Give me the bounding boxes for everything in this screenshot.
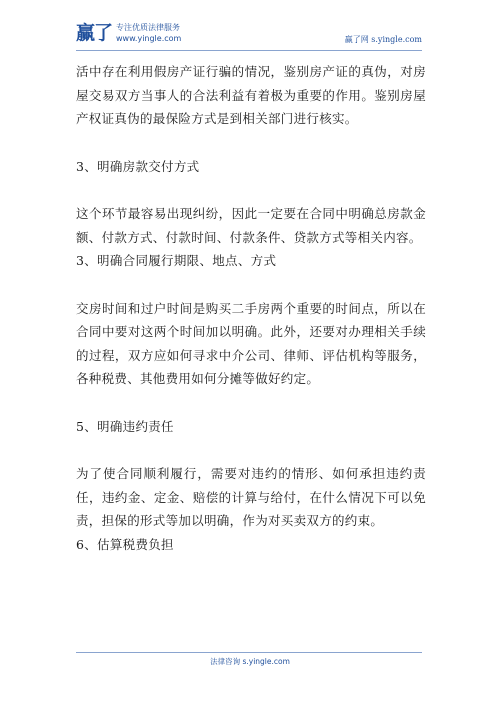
header-divider [76, 50, 422, 51]
document-body [76, 60, 426, 556]
logo [76, 22, 181, 44]
logo-slogan: 专注优质法律服务 [116, 22, 181, 32]
page-header [76, 22, 422, 52]
page-footer[interactable]: 法律咨询 s.yingle.com [210, 657, 290, 666]
paragraph: 这个环节最容易出现纠纷，因此一定要在合同中明确总房款金额、付款方式、付款时间、付款条件、贷款方式等相关内容。 [76, 206, 426, 245]
logo-url: www.yingle.com [116, 33, 182, 43]
section-heading: 6、估算税费负担 [76, 536, 174, 552]
section-heading: 5、明确违约责任 [76, 418, 174, 434]
logo-mark: 赢了 [76, 22, 113, 44]
logo-text [116, 23, 181, 44]
paragraph: 交房时间和过户时间是购买二手房两个重要的时间点，所以在合同中要对这两个时间加以明确。此外，还要对办理相关手续的过程，双方应如何寻求中介公司、律师、评估机构等服务，各种税费、其他费用如何分摊等做好约定。 [76, 300, 426, 386]
paragraph: 为了使合同顺利履行，需要对违约的情形、如何承担违约责任，违约金、定金、赔偿的计算与给付，在什么情况下可以免责，担保的形式等加以明确，作为对买卖双方的约束。 [76, 466, 426, 528]
paragraph: 活中存在利用假房产证行骗的情况，鉴别房产证的真伪，对房屋交易双方当事人的合法利益有着极为重要的作用。鉴别房屋产权证真伪的最保险方式是到相关部门进行核实。 [76, 64, 426, 126]
footer-divider [76, 652, 422, 653]
section-heading: 3、明确合同履行期限、地点、方式 [76, 253, 277, 268]
section-heading: 3、明确房款交付方式 [76, 158, 200, 174]
header-site-link[interactable]: 赢了网 s.yingle.com [344, 35, 422, 44]
